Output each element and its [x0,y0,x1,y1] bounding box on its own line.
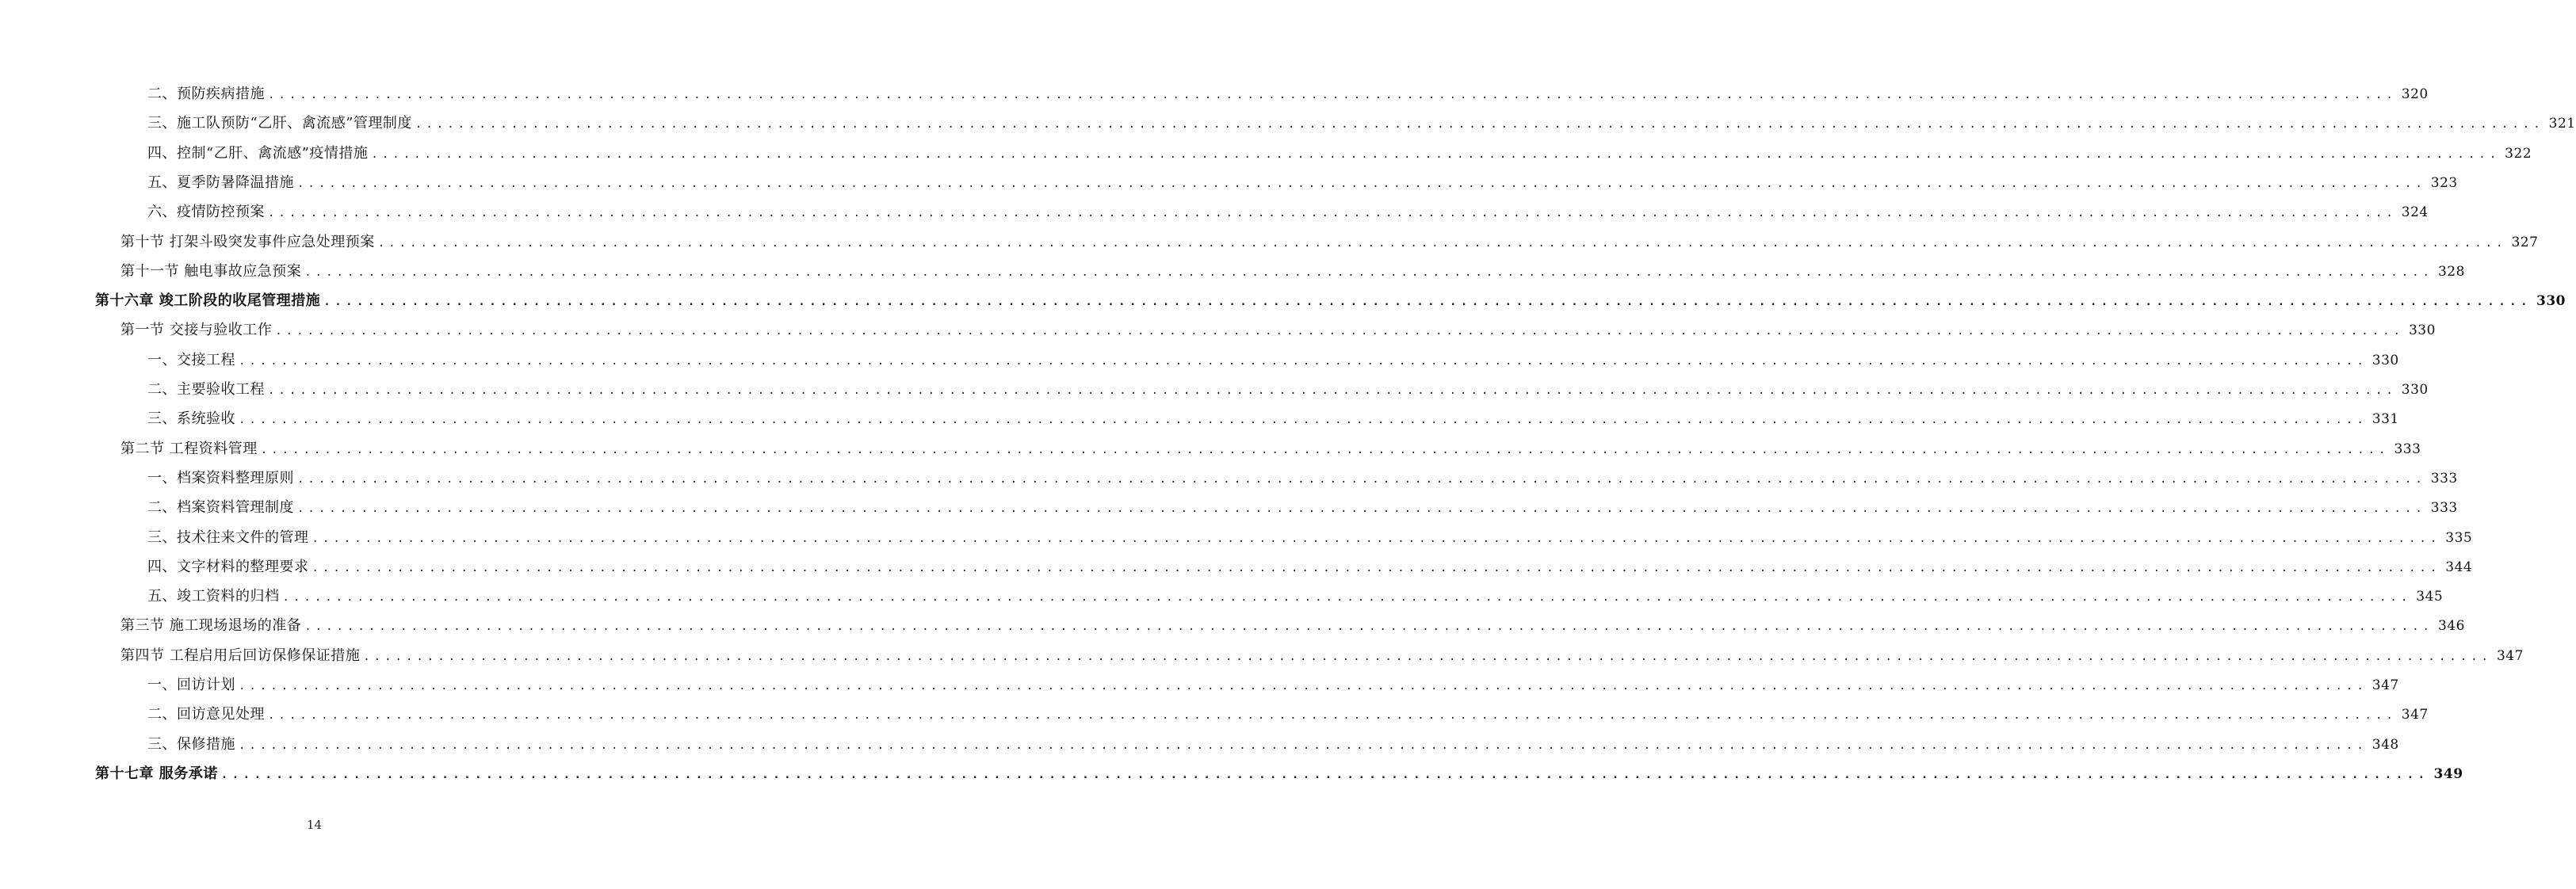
toc-entry-page: 322 [2505,145,2532,162]
toc-entry-item[interactable] [0,552,2473,582]
toc-entry-line [147,84,2429,105]
toc-entry-section[interactable] [0,227,2539,257]
toc-entry-line [147,113,2576,134]
toc-entry-line [95,291,2566,311]
toc-entry-title: 二、预防疾病措施 [147,86,265,102]
toc-entry-page: 328 [2437,263,2465,280]
toc-entry-item[interactable] [0,168,2458,197]
dot-leader: ........................................................................................................................................................................................................ [260,443,2390,456]
toc-entry-page: 344 [2445,559,2473,575]
toc-entry-line [147,586,2444,607]
toc-entry-line [147,704,2429,725]
toc-entry-line [147,350,2399,371]
dot-leader: ........................................................................................................................................................................................................ [297,472,2426,486]
dot-leader: ........................................................................................................................................................................................................ [220,768,2429,781]
toc-entry-page: 330 [2401,382,2429,398]
toc-entry-title: 第三节 施工现场退场的准备 [120,617,302,635]
toc-entry-page: 333 [2430,500,2458,517]
toc-entry-page: 323 [2430,174,2458,191]
toc-entry-title: 五、竣工资料的归档 [147,588,280,605]
toc-entry-title: 第十六章 竣工阶段的收尾管理措施 [95,292,321,310]
toc-entry-line [147,380,2429,400]
toc-entry-title: 第十节 打架斗殴突发事件应急处理预案 [120,233,375,250]
toc-entry-item[interactable] [0,523,2473,552]
dot-leader: ........................................................................................................................................................................................................ [297,502,2426,516]
toc-entry-line [120,261,2465,282]
toc-entry-section[interactable] [0,434,2421,464]
toc-entry-line [147,173,2458,193]
toc-entry-page: 346 [2437,618,2465,635]
toc-entry-page: 333 [2430,470,2458,486]
toc-entry-section[interactable] [0,641,2524,670]
toc-entry-page: 324 [2401,204,2429,221]
dot-leader: ........................................................................................................................................................................................................ [268,207,2397,220]
dot-leader: ........................................................................................................................................................................................................ [304,620,2433,634]
toc-entry-title: 第一节 交接与验收工作 [120,322,273,339]
toc-entry-line [147,409,2399,429]
dot-leader: ........................................................................................................................................................................................................ [268,384,2397,397]
toc-entry-title: 二、回访意见处理 [147,706,265,723]
toc-entry-item[interactable] [0,670,2399,700]
toc-entry-item[interactable] [0,345,2399,375]
toc-entry-title: 三、技术往来文件的管理 [147,528,309,546]
toc-entry-line [147,498,2458,518]
toc-entry-page: 331 [2372,411,2399,428]
toc-entry-title: 第四节 工程启用后回访保修保证措施 [120,647,361,664]
toc-entry-item[interactable] [0,375,2429,404]
toc-entry-chapter[interactable] [0,286,2566,315]
dot-leader: ........................................................................................................................................................................................................ [275,325,2404,338]
toc-entry-line [95,764,2463,784]
toc-entry-line [147,202,2429,223]
toc-entry-line [147,557,2473,578]
toc-entry-line [120,646,2524,666]
page-number: 14 [306,818,323,832]
toc-entry-line [120,439,2421,460]
toc-entry-item[interactable] [0,700,2429,729]
toc-entry-page: 347 [2372,677,2399,693]
toc-entry-section[interactable] [0,611,2465,640]
dot-leader: ........................................................................................................................................................................................................ [415,118,2544,132]
toc-entry-page: 335 [2445,529,2473,546]
toc-entry-line [147,734,2399,755]
toc-entry-item[interactable] [0,79,2429,109]
dot-leader: ........................................................................................................................................................................................................ [268,709,2397,723]
toc-entry-page: 333 [2394,441,2421,457]
toc-entry-line [147,675,2399,696]
dot-leader: ........................................................................................................................................................................................................ [239,738,2368,752]
toc-entry-title: 第二节 工程资料管理 [120,440,258,457]
dot-leader: ........................................................................................................................................................................................................ [268,89,2397,101]
dot-leader: ........................................................................................................................................................................................................ [323,296,2532,309]
toc-entry-line [120,320,2436,341]
toc-entry-title: 一、档案资料整理原则 [147,469,294,486]
toc-entry-line [120,232,2539,253]
toc-entry-title: 二、主要验收工程 [147,381,265,398]
toc-entry-title: 三、保修措施 [147,735,235,753]
toc-entry-section[interactable] [0,315,2436,345]
toc-entry-page: 330 [2536,293,2566,310]
toc-entry-title: 六、疫情防控预案 [147,204,265,221]
toc-entry-title: 三、施工队预防“乙肝、禽流感”管理制度 [147,115,412,132]
toc-entry-line [147,528,2473,548]
toc-entry-page: 345 [2416,589,2444,605]
toc-entry-title: 一、回访计划 [147,677,235,693]
dot-leader: ........................................................................................................................................................................................................ [371,147,2501,161]
toc-entry-line [147,468,2458,489]
toc-entry-section[interactable] [0,257,2465,286]
dot-leader: ........................................................................................................................................................................................................ [311,532,2441,545]
toc-entry-page: 330 [2408,322,2436,339]
dot-leader: ........................................................................................................................................................................................................ [304,265,2433,279]
toc-entry-title: 第十一节 触电事故应急预案 [120,262,302,280]
toc-entry-page: 347 [2401,707,2429,723]
dot-leader: ........................................................................................................................................................................................................ [239,414,2368,427]
toc-entry-line [120,616,2465,636]
toc-entry-title: 五、夏季防暑降温措施 [147,174,294,191]
dot-leader: ........................................................................................................................................................................................................ [239,680,2368,693]
dot-leader: ........................................................................................................................................................................................................ [297,177,2426,190]
toc-entry-item[interactable] [0,464,2458,493]
toc-entry-page: 327 [2511,234,2539,250]
toc-entry-line [147,143,2532,164]
toc-entry-item[interactable] [0,493,2458,522]
toc-entry-item[interactable] [0,404,2399,433]
dot-leader: ........................................................................................................................................................................................................ [282,591,2412,605]
dot-leader: ........................................................................................................................................................................................................ [363,650,2492,663]
toc-entry-item[interactable] [0,139,2532,168]
dot-leader: ........................................................................................................................................................................................................ [377,236,2507,250]
toc-entry-item[interactable] [0,582,2444,611]
toc-entry-item[interactable] [0,730,2399,759]
dot-leader: ........................................................................................................................................................................................................ [239,354,2368,368]
toc-entry-title: 二、档案资料管理制度 [147,499,294,517]
toc-entry-page: 321 [2548,116,2576,132]
toc-entry-title: 一、交接工程 [147,351,235,368]
toc-entry-title: 三、系统验收 [147,410,235,428]
toc-entry-page: 320 [2401,86,2429,102]
toc-entry-page: 349 [2433,765,2463,782]
toc-entry-page: 347 [2496,647,2524,664]
toc-entry-item[interactable] [0,197,2429,227]
toc-entry-chapter[interactable] [0,759,2463,788]
toc-entry-title: 第十七章 服务承诺 [95,765,218,782]
toc-entry-item[interactable] [0,109,2576,138]
toc-entry-page: 330 [2372,352,2399,368]
toc-entry-title: 四、文字材料的整理要求 [147,558,309,575]
dot-leader: ........................................................................................................................................................................................................ [311,561,2441,574]
toc-entry-page: 348 [2372,736,2399,753]
toc-entry-title: 四、控制“乙肝、禽流感”疫情措施 [147,144,369,162]
